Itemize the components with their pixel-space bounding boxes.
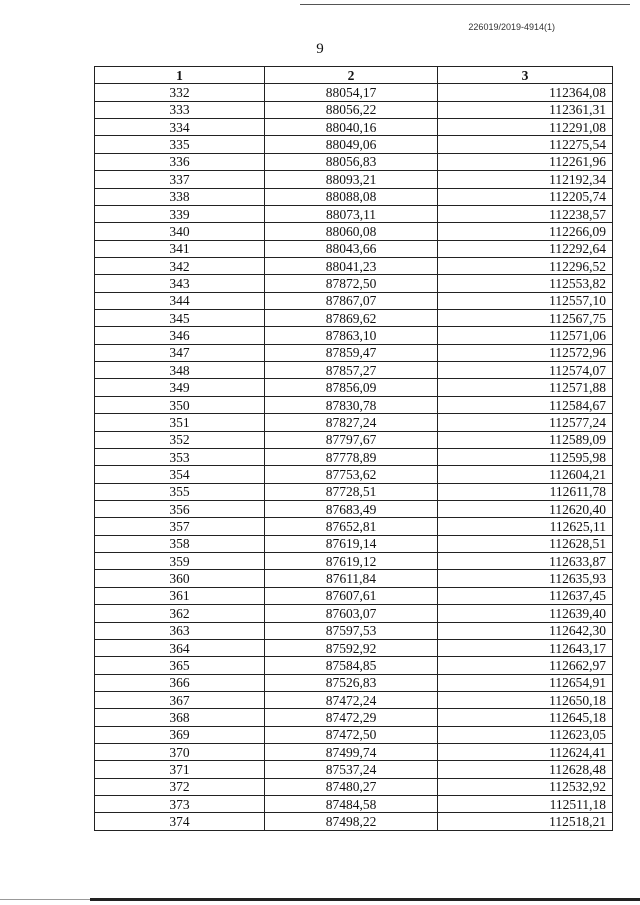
cell-point-number: 340 [95, 223, 265, 240]
cell-point-number: 364 [95, 639, 265, 656]
cell-point-number: 342 [95, 257, 265, 274]
table-row [95, 153, 613, 170]
cell-y: 112553,82 [438, 275, 613, 292]
table-row [95, 84, 613, 101]
cell-y: 112275,54 [438, 136, 613, 153]
cell-y: 112238,57 [438, 205, 613, 222]
cell-point-number: 360 [95, 570, 265, 587]
cell-y: 112261,96 [438, 153, 613, 170]
cell-x: 87872,50 [265, 275, 438, 292]
cell-point-number: 352 [95, 431, 265, 448]
cell-x: 87728,51 [265, 483, 438, 500]
cell-point-number: 374 [95, 813, 265, 830]
table-header-row [95, 67, 613, 84]
cell-y: 112595,98 [438, 448, 613, 465]
cell-point-number: 355 [95, 483, 265, 500]
cell-point-number: 348 [95, 362, 265, 379]
cell-x: 87856,09 [265, 379, 438, 396]
cell-x: 87607,61 [265, 587, 438, 604]
cell-x: 88049,06 [265, 136, 438, 153]
cell-point-number: 346 [95, 327, 265, 344]
cell-point-number: 372 [95, 778, 265, 795]
cell-y: 112633,87 [438, 553, 613, 570]
table-row [95, 587, 613, 604]
table-row [95, 327, 613, 344]
cell-x: 87484,58 [265, 796, 438, 813]
bottom-rule [90, 898, 640, 901]
cell-x: 87867,07 [265, 292, 438, 309]
cell-point-number: 336 [95, 153, 265, 170]
cell-x: 87526,83 [265, 674, 438, 691]
cell-x: 87472,24 [265, 691, 438, 708]
cell-x: 87652,81 [265, 518, 438, 535]
coordinates-table [94, 66, 613, 831]
cell-y: 112364,08 [438, 84, 613, 101]
cell-point-number: 349 [95, 379, 265, 396]
cell-x: 87797,67 [265, 431, 438, 448]
cell-point-number: 350 [95, 396, 265, 413]
cell-x: 88060,08 [265, 223, 438, 240]
cell-x: 87857,27 [265, 362, 438, 379]
cell-y: 112572,96 [438, 344, 613, 361]
cell-x: 87683,49 [265, 500, 438, 517]
cell-x: 87827,24 [265, 414, 438, 431]
cell-point-number: 373 [95, 796, 265, 813]
cell-y: 112361,31 [438, 101, 613, 118]
cell-x: 88043,66 [265, 240, 438, 257]
cell-y: 112650,18 [438, 691, 613, 708]
cell-point-number: 347 [95, 344, 265, 361]
cell-x: 87480,27 [265, 778, 438, 795]
table-row [95, 466, 613, 483]
cell-y: 112635,93 [438, 570, 613, 587]
table-row [95, 379, 613, 396]
cell-point-number: 358 [95, 535, 265, 552]
cell-point-number: 370 [95, 744, 265, 761]
table-row [95, 344, 613, 361]
cell-x: 87584,85 [265, 657, 438, 674]
top-rule [300, 4, 630, 5]
table-row [95, 657, 613, 674]
cell-x: 87859,47 [265, 344, 438, 361]
table-row [95, 518, 613, 535]
cell-x: 88093,21 [265, 171, 438, 188]
table-row [95, 292, 613, 309]
table-row [95, 136, 613, 153]
table-row [95, 310, 613, 327]
cell-x: 87597,53 [265, 622, 438, 639]
cell-point-number: 361 [95, 587, 265, 604]
cell-y: 112532,92 [438, 778, 613, 795]
table-row [95, 535, 613, 552]
cell-y: 112623,05 [438, 726, 613, 743]
cell-y: 112518,21 [438, 813, 613, 830]
cell-x: 87619,14 [265, 535, 438, 552]
cell-y: 112192,34 [438, 171, 613, 188]
cell-point-number: 335 [95, 136, 265, 153]
cell-point-number: 369 [95, 726, 265, 743]
table-row [95, 553, 613, 570]
cell-point-number: 356 [95, 500, 265, 517]
cell-point-number: 368 [95, 709, 265, 726]
cell-x: 87498,22 [265, 813, 438, 830]
cell-point-number: 344 [95, 292, 265, 309]
cell-x: 87869,62 [265, 310, 438, 327]
cell-y: 112643,17 [438, 639, 613, 656]
table-row [95, 431, 613, 448]
cell-y: 112205,74 [438, 188, 613, 205]
table-row [95, 101, 613, 118]
cell-y: 112639,40 [438, 605, 613, 622]
cell-x: 87499,74 [265, 744, 438, 761]
table-row [95, 570, 613, 587]
cell-x: 87603,07 [265, 605, 438, 622]
cell-point-number: 351 [95, 414, 265, 431]
cell-point-number: 354 [95, 466, 265, 483]
cell-x: 88041,23 [265, 257, 438, 274]
cell-x: 88040,16 [265, 119, 438, 136]
cell-x: 88056,22 [265, 101, 438, 118]
cell-point-number: 345 [95, 310, 265, 327]
cell-x: 88056,83 [265, 153, 438, 170]
table-row [95, 362, 613, 379]
cell-point-number: 333 [95, 101, 265, 118]
cell-y: 112611,78 [438, 483, 613, 500]
cell-point-number: 338 [95, 188, 265, 205]
cell-y: 112662,97 [438, 657, 613, 674]
cell-y: 112625,11 [438, 518, 613, 535]
cell-y: 112584,67 [438, 396, 613, 413]
page-number: 9 [316, 41, 324, 57]
cell-y: 112620,40 [438, 500, 613, 517]
cell-y: 112292,64 [438, 240, 613, 257]
cell-x: 87472,50 [265, 726, 438, 743]
cell-y: 112645,18 [438, 709, 613, 726]
cell-y: 112266,09 [438, 223, 613, 240]
cell-y: 112567,75 [438, 310, 613, 327]
cell-point-number: 362 [95, 605, 265, 622]
table-row [95, 639, 613, 656]
table-row [95, 744, 613, 761]
cell-point-number: 343 [95, 275, 265, 292]
cell-x: 87592,92 [265, 639, 438, 656]
cell-point-number: 337 [95, 171, 265, 188]
cell-y: 112296,52 [438, 257, 613, 274]
cell-x: 87619,12 [265, 553, 438, 570]
cell-y: 112624,41 [438, 744, 613, 761]
cell-x: 88054,17 [265, 84, 438, 101]
cell-x: 87611,84 [265, 570, 438, 587]
table-row [95, 171, 613, 188]
cell-x: 87778,89 [265, 448, 438, 465]
table-row [95, 483, 613, 500]
cell-y: 112577,24 [438, 414, 613, 431]
table-row [95, 761, 613, 778]
cell-point-number: 363 [95, 622, 265, 639]
table-row [95, 257, 613, 274]
table-row [95, 691, 613, 708]
table-row [95, 622, 613, 639]
cell-y: 112574,07 [438, 362, 613, 379]
table-row [95, 605, 613, 622]
document-id: 226019/2019-4914(1) [468, 22, 555, 32]
cell-y: 112637,45 [438, 587, 613, 604]
table-row [95, 188, 613, 205]
cell-y: 112557,10 [438, 292, 613, 309]
table-row [95, 726, 613, 743]
bottom-scan-edge [0, 899, 90, 900]
cell-y: 112291,08 [438, 119, 613, 136]
cell-x: 87830,78 [265, 396, 438, 413]
table-row [95, 500, 613, 517]
table-row [95, 223, 613, 240]
cell-x: 88073,11 [265, 205, 438, 222]
table-row [95, 778, 613, 795]
table-row [95, 240, 613, 257]
cell-x: 87472,29 [265, 709, 438, 726]
cell-point-number: 359 [95, 553, 265, 570]
cell-y: 112571,88 [438, 379, 613, 396]
cell-y: 112628,51 [438, 535, 613, 552]
table-row [95, 414, 613, 431]
cell-y: 112642,30 [438, 622, 613, 639]
cell-y: 112604,21 [438, 466, 613, 483]
cell-point-number: 341 [95, 240, 265, 257]
cell-point-number: 339 [95, 205, 265, 222]
cell-x: 88088,08 [265, 188, 438, 205]
cell-point-number: 365 [95, 657, 265, 674]
cell-point-number: 332 [95, 84, 265, 101]
cell-point-number: 366 [95, 674, 265, 691]
table-row [95, 709, 613, 726]
cell-x: 87863,10 [265, 327, 438, 344]
cell-y: 112571,06 [438, 327, 613, 344]
column-header-y: 3 [438, 67, 613, 84]
cell-x: 87753,62 [265, 466, 438, 483]
table-row [95, 674, 613, 691]
cell-x: 87537,24 [265, 761, 438, 778]
table-row [95, 119, 613, 136]
column-header-x: 2 [265, 67, 438, 84]
table-row [95, 396, 613, 413]
table-row [95, 205, 613, 222]
cell-point-number: 367 [95, 691, 265, 708]
table-row [95, 813, 613, 830]
cell-point-number: 334 [95, 119, 265, 136]
cell-point-number: 357 [95, 518, 265, 535]
cell-y: 112628,48 [438, 761, 613, 778]
cell-y: 112589,09 [438, 431, 613, 448]
table-row [95, 275, 613, 292]
table-row [95, 796, 613, 813]
cell-point-number: 371 [95, 761, 265, 778]
cell-point-number: 353 [95, 448, 265, 465]
column-header-point: 1 [95, 67, 265, 84]
table-row [95, 448, 613, 465]
cell-y: 112654,91 [438, 674, 613, 691]
cell-y: 112511,18 [438, 796, 613, 813]
